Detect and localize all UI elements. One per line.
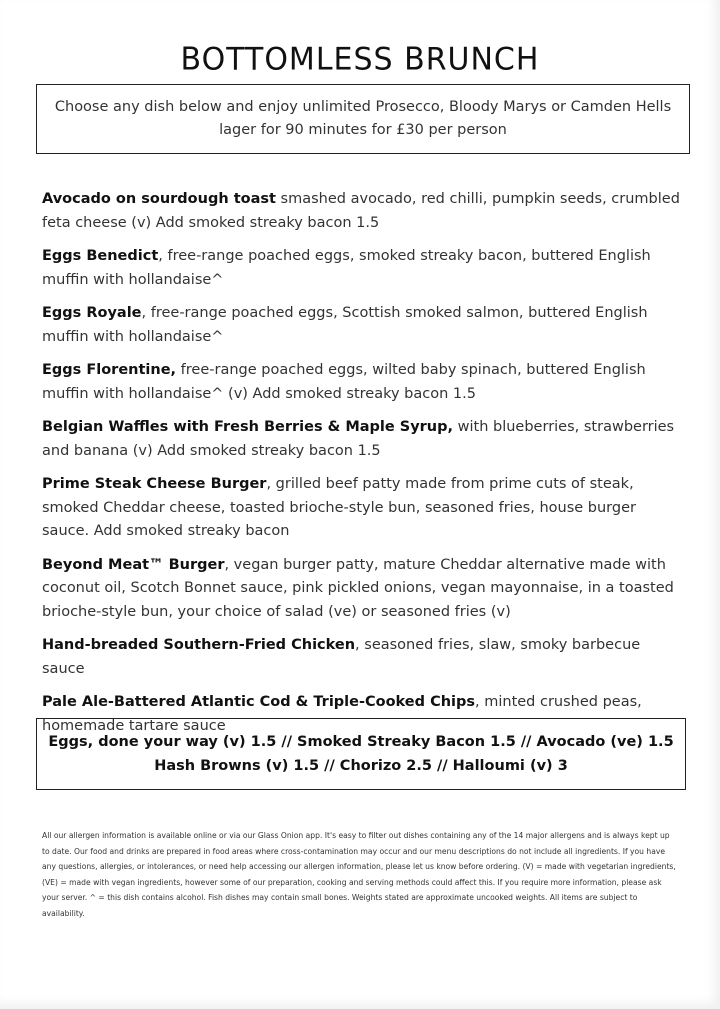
menu-item-name: Avocado on sourdough toast (42, 191, 276, 207)
allergen-footnote: All our allergen information is available online or via our Glass Onion app. It's easy to filter out dishes containing any of the 14 major allergens and is always kept up to date. Our food and drinks are prepared in food areas where cross-contamination may occur and our menu descriptions do not include all ingredients. If you have any questions, allergies, or intolerances, or need help accessing our allergen information, please let us know before ordering. (V) = made with vegetarian ingredients, (VE) = made with vegan ingredients, however some of our preparation, cooking and serving methods could affect this. If you require more information, please ask your server. ^ = this dish contains alcohol. Fish dishes may contain small bones. Weights stated are approximate uncooked weights. All items are subject to availability. (42, 831, 676, 918)
menu-item-name: Beyond Meat™ Burger (42, 556, 225, 573)
menu-item-name: Pale Ale-Battered Atlantic Cod & Triple-Cooked Chips (42, 694, 476, 710)
menu-item-name: Hand-breaded Southern-Fried Chicken (42, 637, 356, 653)
menu-item (42, 188, 682, 235)
menu-item-description: with blueberries, strawberries and banana (v) Add smoked streaky bacon 1.5 (42, 419, 675, 459)
menu-item-description: smashed avocado, red chilli, pumpkin seeds, crumbled feta cheese (v) Add smoked streaky bacon 1.5 (42, 191, 680, 231)
intro-box (36, 84, 690, 154)
menu-item (42, 416, 682, 463)
menu-item (42, 634, 682, 681)
menu-item-description: , vegan burger patty, mature Cheddar alternative made with coconut oil, Scotch Bonnet sauce, pink pickled onions, vegan mayonnaise, in a toasted brioche-style bun, your choice of salad (ve) or seasoned fries (v) (42, 556, 674, 620)
extras-line: Hash Browns (v) 1.5 // Chorizo 2.5 // Halloumi (v) 3 (154, 758, 568, 774)
menu-item-name: Eggs Florentine, (42, 362, 177, 378)
menu-item-description: , seasoned fries, slaw, smoky barbecue sauce (42, 637, 641, 677)
extras-line: Eggs, done your way (v) 1.5 // Smoked Streaky Bacon 1.5 // Avocado (ve) 1.5 (48, 734, 674, 750)
menu-item (42, 554, 682, 625)
intro-text: Choose any dish below and enjoy unlimited Prosecco, Bloody Marys or Camden Hells lager for 90 minutes for £30 per person (54, 99, 672, 138)
menu-item-description: , free-range poached eggs, smoked streaky bacon, buttered English muffin with hollandaise^ (42, 248, 651, 288)
menu-item (42, 245, 682, 292)
menu-item-name: Belgian Waffles with Fresh Berries & Maple Syrup, (42, 419, 454, 435)
menu-item (42, 359, 682, 406)
menu-item-description: , free-range poached eggs, Scottish smoked salmon, buttered English muffin with hollandaise^ (42, 305, 648, 345)
menu-item-name: Eggs Royale (42, 305, 142, 321)
menu-item-description: , minted crushed peas, homemade tartare sauce (42, 694, 642, 734)
menu-item-description: , grilled beef patty made from prime cuts of steak, smoked Cheddar cheese, toasted brioche-style bun, seasoned fries, house burger sauce. Add smoked streaky bacon (42, 476, 636, 539)
extras-box (36, 718, 686, 790)
page-title: BOTTOMLESS BRUNCH (180, 41, 540, 78)
menu-item-name: Prime Steak Cheese Burger (42, 476, 267, 492)
menu-item (42, 302, 682, 349)
menu-item-description: free-range poached eggs, wilted baby spinach, buttered English muffin with hollandaise^ (v) Add smoked streaky bacon 1.5 (42, 362, 646, 402)
menu-list (42, 188, 682, 738)
menu-item (42, 473, 682, 544)
menu-item-name: Eggs Benedict (42, 248, 159, 264)
